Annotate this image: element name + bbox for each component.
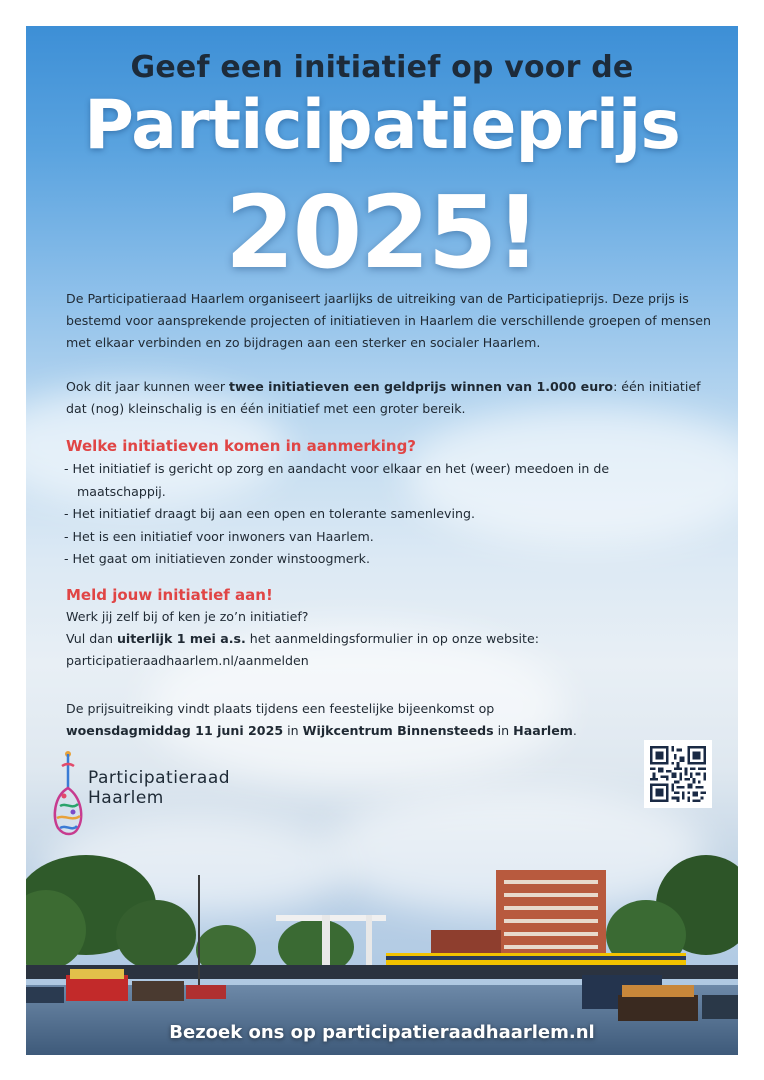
event-end: . [572,723,577,738]
event-sep: in [493,723,514,738]
signup-deadline: uiterlijk 1 mei a.s. [116,631,246,646]
signup-line-2-end: het aanmeldingsformulier in op onze website: [245,631,539,646]
intro-p2-text: Ook dit jaar kunnen weer [66,379,230,394]
event-venue: Wijkcentrum Binnensteeds [302,723,494,738]
signup-heading: Meld jouw initiatief aan! [66,586,273,604]
logo-text-line-2: Haarlem [88,788,164,808]
signup-line-2 [66,628,716,650]
qr-code[interactable] [644,740,712,808]
intro-paragraph-1: De Participatieraad Haarlem organiseert jaarlijks de uitreiking van de Participatieprijs. Deze prijs is bestemd voor aansprekende projecten of initiatieven in Haarlem die verschillende groepen of mensen met elkaar verbinden en zo bijdragen aan een sterker en socialer Haarlem. [66,291,711,350]
title-year: 2025! [225,174,539,291]
title-line-1: Geef een initiatief op voor de [130,50,634,85]
event-sep: in [283,723,303,738]
logo-text [88,768,230,808]
list-item: - Het initiatief draagt bij aan een open en tolerante samenleving. [64,506,475,521]
event-line-1: De prijsuitreiking vindt plaats tijdens een feestelijke bijeenkomst op [66,701,495,716]
logo-text-line-1: Participatieraad [88,768,231,788]
signup-line-1: Werk jij zelf bij of ken je zo’n initiatief? [66,609,309,624]
intro-paragraph-2 [66,376,716,420]
list-item: - Het initiatief is gericht op zorg en aandacht voor elkaar en het (weer) meedoen in de maatschappij. [64,461,610,499]
title-line-2: Participatieprijs [84,86,680,165]
intro-p2-text-end: : één initiatief dat (nog) kleinschalig is en één initiatief met een groter bereik. [66,379,701,416]
footer-website[interactable]: Bezoek ons op participatieraadhaarlem.nl [169,1022,595,1043]
event-line-2 [66,720,716,742]
signup-text [66,606,716,672]
event-text [66,698,716,742]
participatieraad-logo [48,748,288,838]
signup-line-2-text: Vul dan [66,631,117,646]
event-date: woensdagmiddag 11 juni 2025 [66,723,284,738]
list-item: - Het gaat om initiatieven zonder winstoogmerk. [64,551,370,566]
poster [26,26,738,1055]
intro-p2-bold: twee initiatieven een geldprijs winnen van 1.000 euro [229,379,614,394]
list-item: - Het is een initiatief voor inwoners van Haarlem. [64,528,374,544]
event-city: Haarlem [513,723,573,738]
qr-code-icon [650,746,706,802]
signup-url[interactable]: participatieraadhaarlem.nl/aanmelden [66,653,309,668]
criteria-heading: Welke initiatieven komen in aanmerking? [66,437,417,455]
logo-mark-icon [48,748,88,838]
criteria-list [64,458,664,571]
